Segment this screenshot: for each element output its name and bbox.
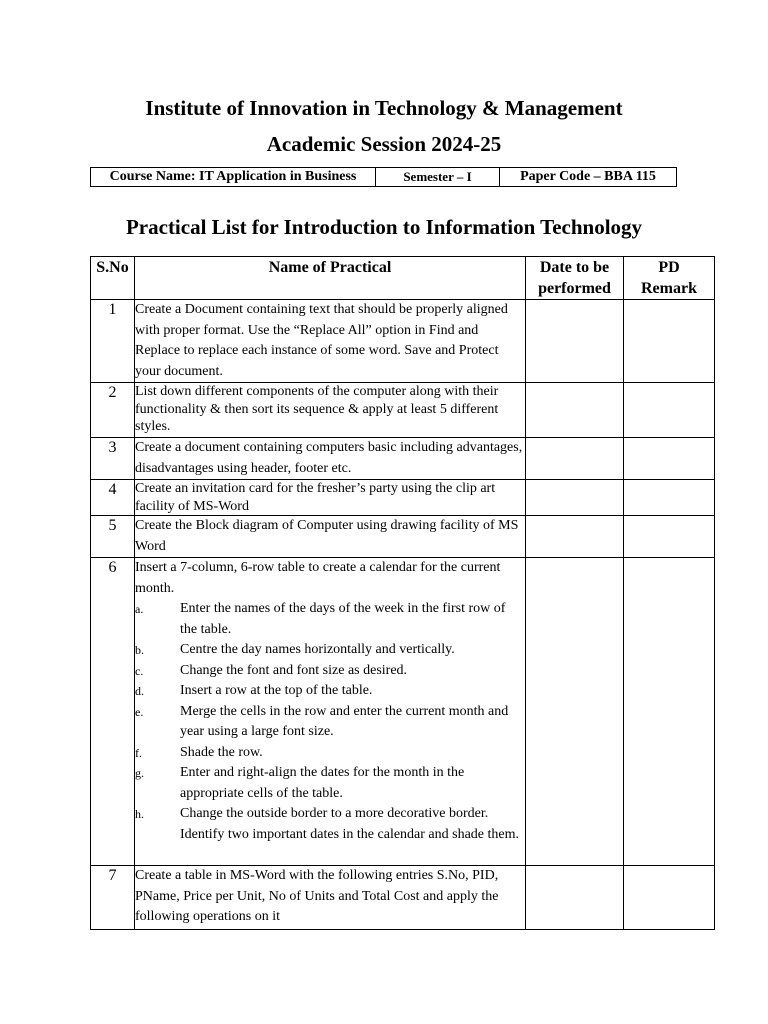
practical-list-title: Practical List for Introduction to Information Technology bbox=[125, 215, 643, 239]
row-sno: 6 bbox=[91, 558, 135, 866]
row-remark-cell bbox=[624, 438, 715, 480]
table-row bbox=[91, 438, 715, 480]
header-pd-line1: PD bbox=[658, 259, 680, 276]
header-date-performed bbox=[526, 257, 624, 300]
row-sno: 4 bbox=[91, 480, 135, 516]
list-item bbox=[135, 661, 525, 682]
table-row bbox=[91, 558, 715, 866]
row-date-cell bbox=[526, 300, 624, 383]
row-date-cell bbox=[526, 558, 624, 866]
course-name: Course Name: IT Application in Business bbox=[91, 168, 376, 186]
header-date-line1: Date to be bbox=[539, 259, 610, 276]
step-text: Insert a row at the top of the table. bbox=[180, 683, 373, 698]
institute-title: Institute of Innovation in Technology & Management bbox=[145, 96, 623, 120]
list-item bbox=[135, 640, 525, 661]
step-text: Enter and right-align the dates for the month in the appropriate cells of the table. bbox=[180, 765, 465, 801]
step-marker: e. bbox=[135, 704, 144, 719]
table-row bbox=[91, 300, 715, 383]
header-pd-remark bbox=[624, 257, 715, 300]
row-date-cell bbox=[526, 480, 624, 516]
step-text: Centre the day names horizontally and vertically. bbox=[180, 642, 455, 657]
step-text: Shade the row. bbox=[180, 744, 263, 760]
header-pd-line2: Remark bbox=[641, 279, 697, 297]
list-item bbox=[135, 599, 525, 640]
semester: Semester – I bbox=[376, 168, 500, 186]
row-date-cell bbox=[526, 383, 624, 438]
table-header-row bbox=[91, 257, 715, 300]
calendar-steps-list bbox=[135, 599, 525, 845]
list-item bbox=[135, 743, 525, 764]
row-practical-text: Create the Block diagram of Computer using drawing facility of MS Word bbox=[135, 516, 526, 558]
academic-session: Academic Session 2024-25 bbox=[266, 132, 502, 156]
row-practical-text: Create a table in MS-Word with the following entries S.No, PID, PName, Price per Unit, No of Units and Total Cost and apply the following operations on it bbox=[135, 866, 526, 930]
row-practical-text: Create a Document containing text that should be properly aligned with proper format. Use the “Replace All” option in Find and Replace to replace each instance of some word. Save and Protect your document. bbox=[135, 300, 526, 383]
header-date-line2: performed bbox=[538, 279, 611, 297]
step-text: Merge the cells in the row and enter the current month and year using a large font size. bbox=[180, 703, 509, 739]
row-practical-text: Create a document containing computers basic including advantages, disadvantages using header, footer etc. bbox=[135, 438, 526, 480]
row-practical-content bbox=[135, 558, 526, 866]
row-sno: 2 bbox=[91, 383, 135, 438]
step-text: Enter the names of the days of the week in the first row of the table. bbox=[180, 601, 506, 637]
step-text: Change the font and font size as desired. bbox=[180, 662, 408, 678]
row-sno: 5 bbox=[91, 516, 135, 558]
course-info-box bbox=[90, 167, 677, 187]
header-name-of-practical: Name of Practical bbox=[135, 257, 526, 300]
step-marker: b. bbox=[135, 643, 144, 657]
step-marker: a. bbox=[135, 602, 144, 616]
row-date-cell bbox=[526, 516, 624, 558]
list-item bbox=[135, 804, 525, 845]
step-marker: d. bbox=[135, 684, 144, 698]
paper-code: Paper Code – BBA 115 bbox=[520, 169, 656, 184]
table-row bbox=[91, 866, 715, 930]
row-practical-text: Insert a 7-column, 6-row table to create a calendar for the current month. bbox=[135, 560, 501, 596]
row-remark-cell bbox=[624, 558, 715, 866]
list-item bbox=[135, 763, 525, 804]
row-remark-cell bbox=[624, 300, 715, 383]
list-item bbox=[135, 702, 525, 743]
header-sno: S.No bbox=[91, 257, 135, 300]
row-sno: 1 bbox=[91, 300, 135, 383]
step-marker: c. bbox=[135, 663, 144, 678]
row-remark-cell bbox=[624, 516, 715, 558]
table-row bbox=[91, 516, 715, 558]
step-marker: h. bbox=[135, 807, 144, 821]
row-sno: 3 bbox=[91, 438, 135, 480]
list-item bbox=[135, 681, 525, 702]
row-remark-cell bbox=[624, 480, 715, 516]
row-sno: 7 bbox=[91, 866, 135, 930]
row-remark-cell bbox=[624, 383, 715, 438]
step-marker: f. bbox=[135, 745, 142, 760]
row-remark-cell bbox=[624, 866, 715, 930]
step-text: Change the outside border to a more decorative border. Identify two important dates in the calendar and shade them. bbox=[180, 806, 520, 842]
row-practical-text: List down different components of the computer along with their functionality & then sort its sequence & apply at least 5 different styles. bbox=[135, 383, 526, 438]
table-row bbox=[91, 480, 715, 516]
table-row bbox=[91, 383, 715, 438]
row-date-cell bbox=[526, 866, 624, 930]
row-date-cell bbox=[526, 438, 624, 480]
practicals-table bbox=[90, 256, 715, 930]
row-practical-text: Create an invitation card for the fresher’s party using the clip art facility of MS-Word bbox=[135, 480, 526, 516]
step-marker: g. bbox=[135, 766, 144, 780]
